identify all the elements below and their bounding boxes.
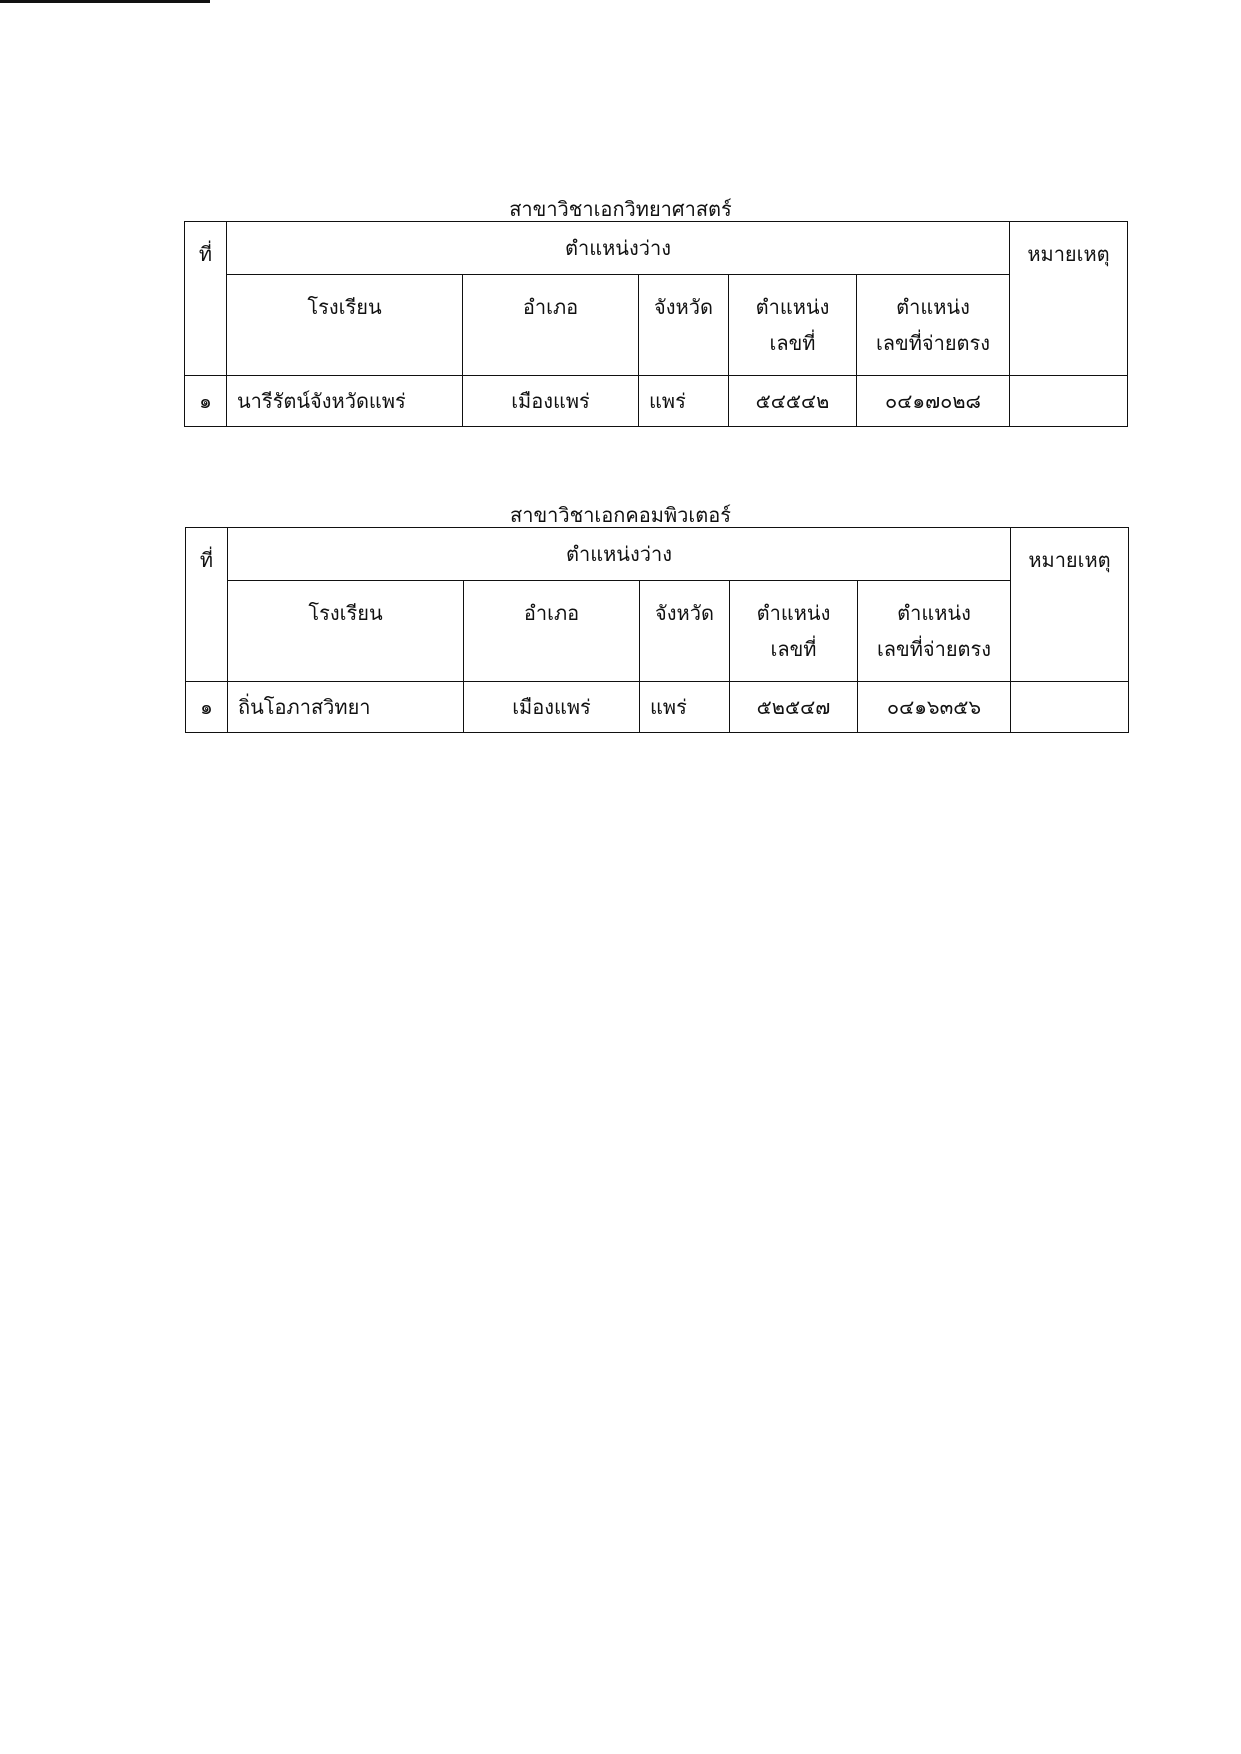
cell-note	[1010, 376, 1128, 427]
header-province: จังหวัด	[640, 581, 730, 682]
cell-district: เมืองแพร่	[463, 376, 639, 427]
header-position-direct-pay-line1: ตำแหน่ง	[896, 295, 970, 319]
header-position-direct-pay	[857, 275, 1010, 376]
header-note: หมายเหตุ	[1011, 528, 1129, 682]
cell-no: ๑	[186, 682, 228, 733]
header-position-number	[730, 581, 858, 682]
header-school: โรงเรียน	[227, 275, 463, 376]
header-school: โรงเรียน	[228, 581, 464, 682]
cell-district: เมืองแพร่	[464, 682, 640, 733]
cell-note	[1011, 682, 1129, 733]
cell-position-direct-pay: ๐๔๑๖๓๕๖	[858, 682, 1011, 733]
header-district: อำเภอ	[463, 275, 639, 376]
header-vacant-positions: ตำแหน่งว่าง	[228, 528, 1011, 581]
header-position-number-line1: ตำแหน่ง	[756, 601, 831, 625]
header-no: ที่	[186, 528, 228, 682]
cell-position-number: ๕๒๕๔๗	[730, 682, 858, 733]
section-title-science: สาขาวิชาเอกวิทยาศาสตร์	[509, 197, 732, 221]
cell-position-direct-pay: ๐๔๑๗๐๒๘	[857, 376, 1010, 427]
top-rule	[0, 0, 210, 3]
header-position-direct-pay-line1: ตำแหน่ง	[897, 601, 971, 625]
section-title-computer: สาขาวิชาเอกคอมพิวเตอร์	[510, 503, 731, 527]
cell-province: แพร่	[639, 376, 729, 427]
cell-school: ถิ่นโอภาสวิทยา	[228, 682, 464, 733]
cell-province: แพร่	[640, 682, 730, 733]
header-position-direct-pay	[858, 581, 1011, 682]
header-vacant-positions: ตำแหน่งว่าง	[227, 222, 1010, 275]
vacancy-table-computer	[185, 527, 1129, 733]
header-province: จังหวัด	[639, 275, 729, 376]
vacancy-table-science	[184, 221, 1128, 427]
cell-position-number: ๕๔๕๔๒	[729, 376, 857, 427]
header-position-number	[729, 275, 857, 376]
header-district: อำเภอ	[464, 581, 640, 682]
header-position-number-line2: เลขที่	[769, 331, 816, 355]
header-position-number-line1: ตำแหน่ง	[755, 295, 830, 319]
header-no: ที่	[185, 222, 227, 376]
table-row	[185, 376, 1128, 427]
header-position-direct-pay-line2: เลขที่จ่ายตรง	[876, 637, 992, 661]
header-position-direct-pay-line2: เลขที่จ่ายตรง	[875, 331, 991, 355]
header-note: หมายเหตุ	[1010, 222, 1128, 376]
header-position-number-line2: เลขที่	[770, 637, 817, 661]
cell-school: นารีรัตน์จังหวัดแพร่	[227, 376, 463, 427]
table-row	[186, 682, 1129, 733]
cell-no: ๑	[185, 376, 227, 427]
